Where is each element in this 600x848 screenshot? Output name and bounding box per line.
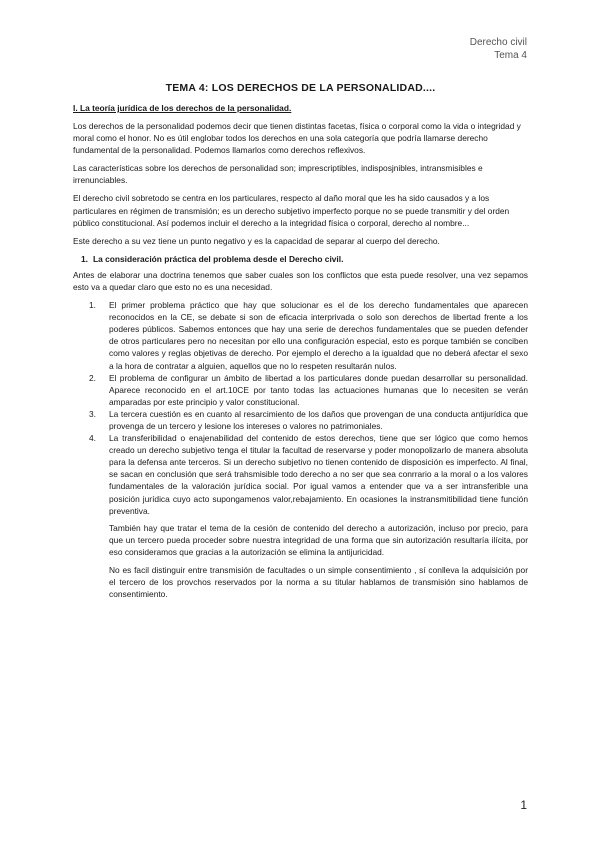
subsection-number: 1. xyxy=(81,253,88,264)
page-header xyxy=(470,36,527,62)
section-heading: I. La teoría jurídica de los derechos de la personalidad. xyxy=(73,103,292,113)
page-number: 1 xyxy=(520,798,527,812)
list-item-number: 2. xyxy=(89,372,96,383)
header-topic: Tema 4 xyxy=(494,50,527,61)
subsection-title: La consideración práctica del problema desde el Derecho civil. xyxy=(93,253,344,264)
paragraph: El derecho civil sobretodo se centra en los particulares, respecto al daño moral que les ha sido causados y a los particulares en régimen de transmisión; es un derecho subjetivo imperfecto porque no se puede transmitir y del orden público constitucional. Así podemos incluir el derecho a la integridad física o corporal, derecho al nombre... xyxy=(73,193,510,228)
indented-paragraph: También hay que tratar el tema de la cesión de contenido del derecho a autorización, incluso por precio, para que un tercero pueda proceder sobre nuestra integridad de una forma que sin autorización resultaría ilícita, por eso consideramos que gracias a la autorización se elimina la antijuricidad. xyxy=(109,522,528,557)
list-item-text: La transferibilidad o enajenabilidad del contenido de estos derechos, tiene que ser lógico que como hemos creado un derecho subjetivo tenga el titular la facultad de reservarse y poder monopolizarlo de manera absoluta para la defensa ante terceros. Si un derecho subjetivo no tienen contenido de disposición es imperfecto. Al final, se sacan en conclusión que será trahsmisible todo derecho a no ser que sea conrrario a la moral o a los valores fundamentales de la valoración jurídica social. Por igual vamos a entender que va a ser intransferible una posición jurídica cuyo acto supongamenos valor,rebajamiento. En ocasiones la instransmitibilidad tiene función preventiva. xyxy=(109,433,528,516)
list-item-number: 3. xyxy=(89,408,96,419)
paragraph: Los derechos de la personalidad podemos decir que tienen distintas facetas, física o corporal como la vida o integridad y moral como el honor. No es útil englobar todos los derechos en una sola categoría que podría llamarse derecho fundamental de la personalidad. Podemos llamarlos como derechos reflexivos. xyxy=(73,121,521,156)
list-item-text: El primer problema práctico que hay que solucionar es el de los derecho fundamentales que aparecen reconocidos en la CE, se debate si son de eficacia interprivada o solo son derechos de libertad frente a los poderes públicos. Sabemos entonces que hay una serie de derechos fundamentales que se pueden defender de otros particulares pero no necesitan por ello una configuración especial, esto es porque también se conciben como valores y reglas objetivas de derecho. Por ejemplo el derecho a la igualdad que no deberá afectar el sexo a la hora de contratar a alguien, aquellos que no lo respeten resultarán nulos. xyxy=(109,300,528,371)
document-title: TEMA 4: LOS DERECHOS DE LA PERSONALIDAD.... xyxy=(165,82,436,94)
list-item-text: La tercera cuestión es en cuanto al resarcimiento de los daños que provengan de una conducta antijurídica que provenga de un tercero y lesione los intereses o valores no patrimoniales. xyxy=(109,408,528,431)
list-item-number: 1. xyxy=(89,300,96,311)
list-item xyxy=(73,432,528,517)
paragraph: Antes de elaborar una doctrina tenemos que saber cuales son los conflictos que esta puede resolver, una vez sepamos esto va a quedar claro que esto no es una necesidad. xyxy=(73,269,528,292)
list-item xyxy=(73,372,528,408)
list-item xyxy=(73,299,528,372)
list-item-number: 4. xyxy=(89,433,96,444)
paragraph: Las características sobre los derechos de personalidad son; imprescriptibles, indisposjnibles, intransmisibles e irrenunciables. xyxy=(73,163,483,186)
numbered-list xyxy=(73,299,528,517)
subsection-heading xyxy=(81,253,528,265)
document-body xyxy=(73,82,528,606)
paragraph: Este derecho a su vez tiene un punto negativo y es la capacidad de separar al cuerpo del derecho. xyxy=(73,235,440,246)
list-item-text: El problema de configurar un ámbito de libertad a los particulares donde puedan desarrollar su personalidad. Aparece reconocido en el art.10CE por tanto todas las actuaciones humanas que lo necesiten se verán amparadas por este principio y valor constitucional. xyxy=(109,372,528,407)
list-item xyxy=(73,408,528,432)
header-subject: Derecho civil xyxy=(469,37,527,48)
indented-paragraph: No es facil distinguir entre transmisión de facultades o un simple consentimiento , sí conlleva la adquisición por el tercero de los provchos reservados por la norma a su titular hablamos de transmisión sino hablamos de consentimiento. xyxy=(109,565,528,600)
